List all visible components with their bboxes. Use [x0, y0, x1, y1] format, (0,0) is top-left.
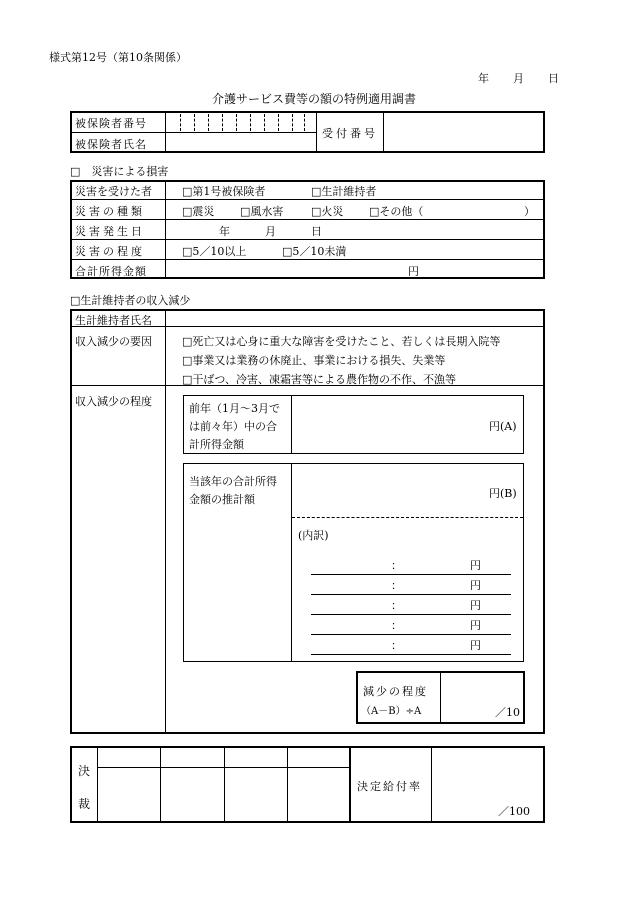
reduction-formula: （A－B）÷A	[361, 706, 422, 717]
type-other-close: ）	[524, 205, 535, 218]
breakdown-label: (内訳)	[298, 529, 329, 542]
decision-label-1: 決	[78, 764, 91, 778]
decision-rate-field[interactable]	[434, 750, 494, 818]
total-income-label: 合計所得金額	[75, 265, 147, 278]
form-number: 様式第12号（第10条関係）	[49, 51, 187, 64]
cause-option-business[interactable]: □事業又は業務の休廃止、事業における損失、失業等	[182, 354, 446, 367]
insured-name-label: 被保険者氏名	[75, 138, 147, 151]
cause-option-crop[interactable]: □干ばつ、冷害、凍霜害等による農作物の不作、不漁等	[182, 373, 456, 386]
income-section-heading: □生計維持者の収入減少	[70, 294, 191, 307]
victim-option-insured[interactable]: □第1号被保険者	[182, 185, 266, 198]
prev-year-label-line2: は前々年）中の合	[189, 420, 277, 433]
breakdown-row-5-line[interactable]	[311, 654, 511, 655]
receipt-number-label: 受付番号	[322, 127, 378, 140]
prev-year-label-line1: 前年（1月～3月で	[189, 402, 280, 415]
insured-number-label: 被保険者番号	[75, 117, 147, 130]
reduction-cause-label: 収入減少の要因	[75, 335, 152, 348]
victim-label: 災害を受けた者	[75, 185, 152, 198]
current-year-unit: 円(B)	[489, 487, 517, 500]
breakdown-row-3-line[interactable]	[311, 614, 511, 615]
breakdown-row-4-line[interactable]	[311, 634, 511, 635]
receipt-number-field[interactable]	[386, 113, 542, 151]
degree-option-under[interactable]: □5／10未満	[282, 245, 347, 258]
insured-name-field[interactable]	[182, 133, 314, 151]
breakdown-row-5-unit: 円	[470, 639, 481, 652]
total-income-unit: 円	[408, 265, 419, 278]
decision-label-2: 裁	[78, 797, 91, 811]
current-year-label-line1: 当該年の合計所得	[189, 475, 277, 488]
disaster-date-year: 年	[219, 225, 230, 238]
breakdown-row-2-unit: 円	[470, 579, 481, 592]
insured-number-field[interactable]	[168, 113, 314, 131]
degree-option-over[interactable]: □5／10以上	[182, 245, 247, 258]
breakdown-row-3-unit: 円	[470, 599, 481, 612]
disaster-date-label: 災害発生日	[75, 225, 145, 238]
type-option-other[interactable]: □その他（	[369, 205, 424, 218]
supporter-name-field[interactable]	[168, 311, 542, 325]
approval-cell-2[interactable]	[162, 749, 223, 766]
breakdown-row-1-unit: 円	[470, 559, 481, 572]
reduction-degree-title: 減少の程度	[363, 685, 428, 698]
victim-option-supporter[interactable]: □生計維持者	[311, 185, 377, 198]
approval-cell-1[interactable]	[99, 749, 159, 766]
current-year-field[interactable]	[294, 466, 484, 514]
reduction-degree-field[interactable]	[443, 675, 493, 720]
prev-year-label-line3: 計所得金額	[189, 438, 244, 451]
reduction-degree-label: 収入減少の程度	[75, 395, 152, 408]
disaster-section-heading: □ 災害による損害	[70, 165, 169, 178]
current-year-label-line2: 金額の推計額	[189, 493, 255, 506]
prev-year-unit: 円(A)	[489, 420, 517, 433]
reduction-degree-unit: ／10	[495, 706, 520, 719]
type-option-fire[interactable]: □火災	[311, 205, 344, 218]
disaster-type-label: 災害の種類	[75, 205, 145, 218]
disaster-date-month: 月	[265, 225, 276, 238]
breakdown-row-4-unit: 円	[470, 619, 481, 632]
disaster-degree-label: 災害の程度	[75, 245, 145, 258]
breakdown-row-2-line[interactable]	[311, 594, 511, 595]
cause-option-death[interactable]: □死亡又は心身に重大な障害を受けたこと、若しくは長期入院等	[182, 335, 501, 348]
disaster-date-day: 日	[311, 225, 322, 238]
breakdown-row-5-sep: ：	[391, 639, 402, 652]
approval-cell-3[interactable]	[226, 749, 286, 766]
date-year-label: 年	[478, 72, 489, 85]
decision-rate-label: 決定給付率	[357, 780, 422, 793]
prev-year-field[interactable]	[294, 398, 484, 450]
breakdown-row-2-sep: ：	[391, 579, 402, 592]
type-option-flood[interactable]: □風水害	[240, 205, 284, 218]
breakdown-row-1-sep: ：	[391, 559, 402, 572]
date-month-label: 月	[513, 72, 524, 85]
breakdown-row-3-sep: ：	[391, 599, 402, 612]
date-day-label: 日	[548, 72, 559, 85]
type-option-earthquake[interactable]: □震災	[182, 205, 215, 218]
page-title: 介護サービス費等の額の特例適用調書	[212, 92, 417, 106]
total-income-field[interactable]	[168, 261, 404, 277]
decision-rate-unit: ／100	[498, 805, 530, 818]
supporter-name-label: 生計維持者氏名	[75, 314, 152, 327]
approval-cell-4[interactable]	[289, 749, 347, 766]
breakdown-row-4-sep: ：	[391, 619, 402, 632]
breakdown-row-1-line[interactable]	[311, 574, 511, 575]
